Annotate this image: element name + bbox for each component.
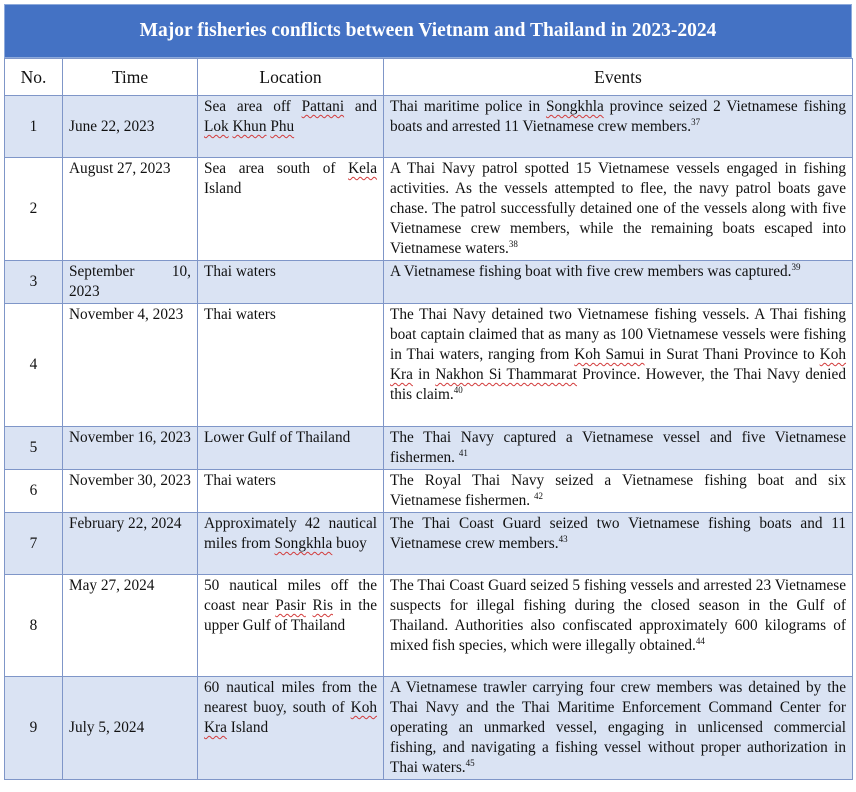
event-description [384, 677, 853, 780]
text-segment: Thai maritime police in [390, 98, 546, 115]
row-number: 5 [5, 427, 63, 470]
text-segment: Thai waters [204, 263, 276, 280]
table-row [5, 158, 853, 261]
footnote-ref: 39 [791, 262, 801, 272]
row-number: 1 [5, 96, 63, 158]
text-segment: in [412, 366, 436, 383]
event-time: February 22, 2024 [63, 513, 198, 575]
text-segment: The Royal Thai Navy seized a Vietnamese fishing boat and six Vietnamese fishermen. [390, 472, 846, 509]
event-location [198, 575, 384, 677]
text-segment: in Surat Thani Province to [644, 346, 820, 363]
text-segment: 50 nautical miles off the coast near [204, 577, 377, 614]
footnote-ref: 44 [695, 636, 705, 646]
place-name: Phu [270, 118, 295, 135]
table-title-bar [4, 4, 852, 58]
place-name: Pasir [275, 597, 306, 614]
table-row [5, 304, 853, 427]
table-row [5, 96, 853, 158]
place-name: Pattani [301, 98, 345, 115]
event-description [384, 513, 853, 575]
header-events: Events [384, 59, 853, 96]
text-segment: in the upper Gulf of Thailand [204, 597, 377, 634]
text-segment: Thai waters [204, 306, 276, 323]
event-time: November 30, 2023 [63, 470, 198, 513]
header-location: Location [198, 59, 384, 96]
event-description [384, 261, 853, 304]
row-number: 3 [5, 261, 63, 304]
text-segment: Approximately 42 nautical miles from [204, 515, 377, 552]
event-time: August 27, 2023 [63, 158, 198, 261]
event-time: September 10, 2023 [63, 261, 198, 304]
row-number: 7 [5, 513, 63, 575]
event-location [198, 677, 384, 780]
event-description [384, 304, 853, 427]
row-number: 8 [5, 575, 63, 677]
event-location [198, 427, 384, 470]
text-segment: The Thai Navy captured a Vietnamese vessel and five Vietnamese fishermen. [390, 429, 846, 466]
text-segment: province seized 2 Vietnamese fishing boats and arrested 11 Vietnamese crew members. [390, 98, 846, 135]
event-time: November 4, 2023 [63, 304, 198, 427]
table-row [5, 261, 853, 304]
text-segment: Island [226, 719, 269, 736]
table-body [5, 96, 853, 780]
footnote-ref: 40 [453, 385, 463, 395]
place-name: Kela [348, 160, 377, 177]
footnote-ref: 45 [465, 758, 475, 768]
row-number: 6 [5, 470, 63, 513]
event-location [198, 158, 384, 261]
event-description [384, 470, 853, 513]
event-location [198, 304, 384, 427]
text-segment: The Thai Coast Guard seized two Vietnamese fishing boats and 11 Vietnamese crew members. [390, 515, 846, 552]
event-time: June 22, 2023 [63, 96, 198, 158]
page [4, 4, 852, 780]
event-description [384, 575, 853, 677]
event-description [384, 96, 853, 158]
event-time: May 27, 2024 [63, 575, 198, 677]
text-segment: Sea area south of [204, 160, 349, 177]
text-segment: Sea area off [204, 98, 302, 115]
text-segment: and [344, 98, 377, 115]
text-segment: The Thai Coast Guard seized 5 fishing vessels and arrested 23 Vietnamese suspects for illegal fishing during the closed season in the Gulf of Thailand. Authorities also confiscated approximately 600 kilograms of mixed fish species, which were illegally obtained. [390, 577, 846, 654]
place-name: Lok [204, 118, 229, 135]
place-name: Nakhon Si Thammarat [435, 366, 578, 383]
table-row [5, 470, 853, 513]
text-segment: buoy [332, 535, 367, 552]
row-number: 4 [5, 304, 63, 427]
text-segment: Province. However, the Thai Navy denied this claim. [390, 366, 846, 403]
event-description [384, 427, 853, 470]
footnote-ref: 41 [458, 448, 468, 458]
place-name: Ris [312, 597, 333, 614]
header-row [5, 59, 853, 96]
event-location [198, 261, 384, 304]
place-name: Koh Kra [204, 699, 377, 736]
event-location [198, 96, 384, 158]
footnote-ref: 43 [558, 534, 568, 544]
text-segment: A Vietnamese trawler carrying four crew members was detained by the Thai Navy and the Thai Maritime Enforcement Command Center for operating an unmarked vessel, engaging in unlicensed commercial fishing, and navigating a fishing vessel without proper authorization in Thai waters. [390, 679, 846, 776]
place-name: Songkhla [274, 535, 333, 552]
footnote-ref: 38 [508, 239, 518, 249]
text-segment: Lower Gulf of Thailand [204, 429, 351, 446]
text-segment: A Vietnamese fishing boat with five crew members was captured. [390, 263, 792, 280]
conflicts-table [4, 58, 853, 780]
text-segment: The Thai Navy detained two Vietnamese fishing vessels. A Thai fishing boat captain claimed that as many as 100 Vietnamese vessels were fishing in Thai waters, ranging from [390, 306, 846, 363]
event-time: July 5, 2024 [63, 677, 198, 780]
header-time: Time [63, 59, 198, 96]
table-row [5, 677, 853, 780]
event-location [198, 513, 384, 575]
place-name: Koh Samui [574, 346, 645, 363]
header-no: No. [5, 59, 63, 96]
event-time: November 16, 2023 [63, 427, 198, 470]
place-name: Koh Kra [390, 346, 847, 383]
event-location [198, 470, 384, 513]
footnote-ref: 42 [533, 491, 543, 501]
text-segment: A Thai Navy patrol spotted 15 Vietnamese vessels engaged in fishing activities. As the vessels attempted to flee, the navy patrol boats gave chase. The patrol successfully detained one of the vessels along with five Vietnamese crew members, while the remaining boats escaped into Vietnamese waters. [390, 160, 846, 257]
text-segment [306, 597, 313, 614]
text-segment: Thai waters [204, 472, 276, 489]
table-row [5, 427, 853, 470]
row-number: 2 [5, 158, 63, 261]
place-name: Songkhla [545, 98, 604, 115]
event-description [384, 158, 853, 261]
table-row [5, 575, 853, 677]
table-row [5, 513, 853, 575]
row-number: 9 [5, 677, 63, 780]
text-segment: Island [204, 180, 242, 197]
text-segment: 60 nautical miles from the nearest buoy, south of [204, 679, 377, 716]
footnote-ref: 37 [691, 117, 701, 127]
place-name: Khun [232, 118, 267, 135]
table-title: Major fisheries conflicts between Vietnam and Thailand in 2023-2024 [139, 20, 717, 41]
